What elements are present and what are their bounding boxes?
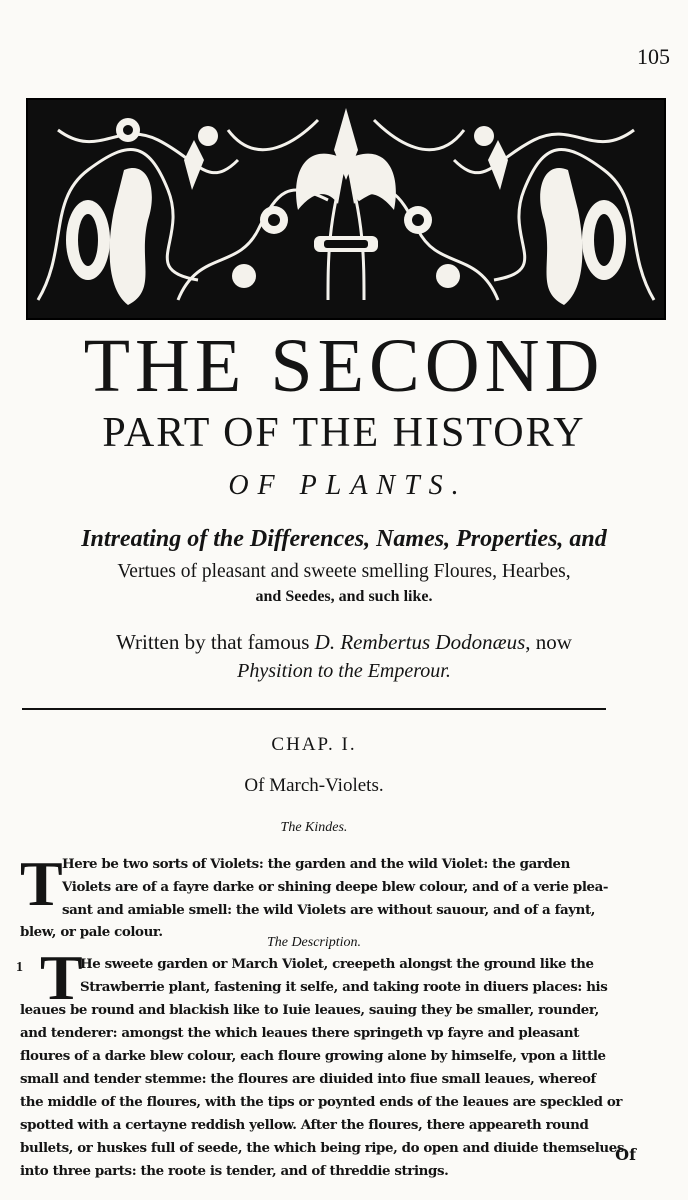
description-line: leaues be round and blackish like to Iuie leaues, sauing they be smaller, rounder, [20,1002,599,1018]
description-line: spotted with a certayne reddish yellow. After the floures, there appeareth round [20,1117,589,1133]
catchword: Of [615,1145,636,1164]
description-line: floures of a darke blew colour, each floure growing alone by himselfe, vpon a little [20,1048,606,1064]
title-line-3: OF PLANTS. [228,470,468,501]
kindes-heading: The Kindes. [280,820,348,835]
subtitle-line-2: Vertues of pleasant and sweete smelling Floures, Hearbes, [117,561,571,582]
author-name: D. Rembertus Dodonæus [314,630,526,654]
kindes-line: blew, or pale colour. [20,924,163,940]
paragraph-number: 1 [16,960,23,975]
author-prefix: Written by that famous [116,630,310,654]
author-suffix: , now [525,630,572,654]
description-line: small and tender stemme: the floures are diuided into fiue small leaues, whereof [20,1071,596,1087]
headpiece-illustration [28,100,664,318]
kindes-line: Violets are of a fayre darke or shining deepe blew colour, and of a verie plea- [62,879,609,895]
subtitle-line-3: and Seedes, and such like. [255,588,433,605]
kindes-line: sant and amiable smell: the wild Violets are without sauour, and of a faynt, [62,902,595,918]
author-line-1 [30,630,658,655]
description-line: and tenderer: amongst the which leaues there springeth vp fayre and pleasant [20,1025,579,1041]
woodcut-headpiece [26,98,666,320]
description-line: Strawberrie plant, fastening it selfe, and taking roote in diuers places: his [80,979,608,995]
author-line-2: Physition to the Emperour. [237,660,451,682]
description-line: the middle of the floures, with the tips or poynted ends of the leaues are speckled or [20,1094,623,1110]
title-line-2: PART OF THE HISTORY [102,410,586,456]
description-line: bullets, or huskes full of seede, the which being ripe, do open and diuide themselues [20,1140,625,1156]
description-line: into three parts: the roote is tender, and of threddie strings. [20,1163,449,1179]
title-line-1: THE SECOND [83,324,605,408]
chapter-title: Of March-Violets. [244,775,384,796]
subtitle-line-1: Intreating of the Differences, Names, Properties, and [81,526,607,552]
chapter-heading: CHAP. I. [271,734,357,755]
description-dropcap: T [40,942,83,1013]
description-heading: The Description. [266,935,362,950]
kindes-line: Here be two sorts of Violets: the garden and the wild Violet: the garden [62,856,570,872]
description-line: He sweete garden or March Violet, creepeth alongst the ground like the [80,956,594,972]
kindes-dropcap: T [20,848,63,919]
divider-rule [22,708,606,710]
page-number: 105 [637,44,670,69]
